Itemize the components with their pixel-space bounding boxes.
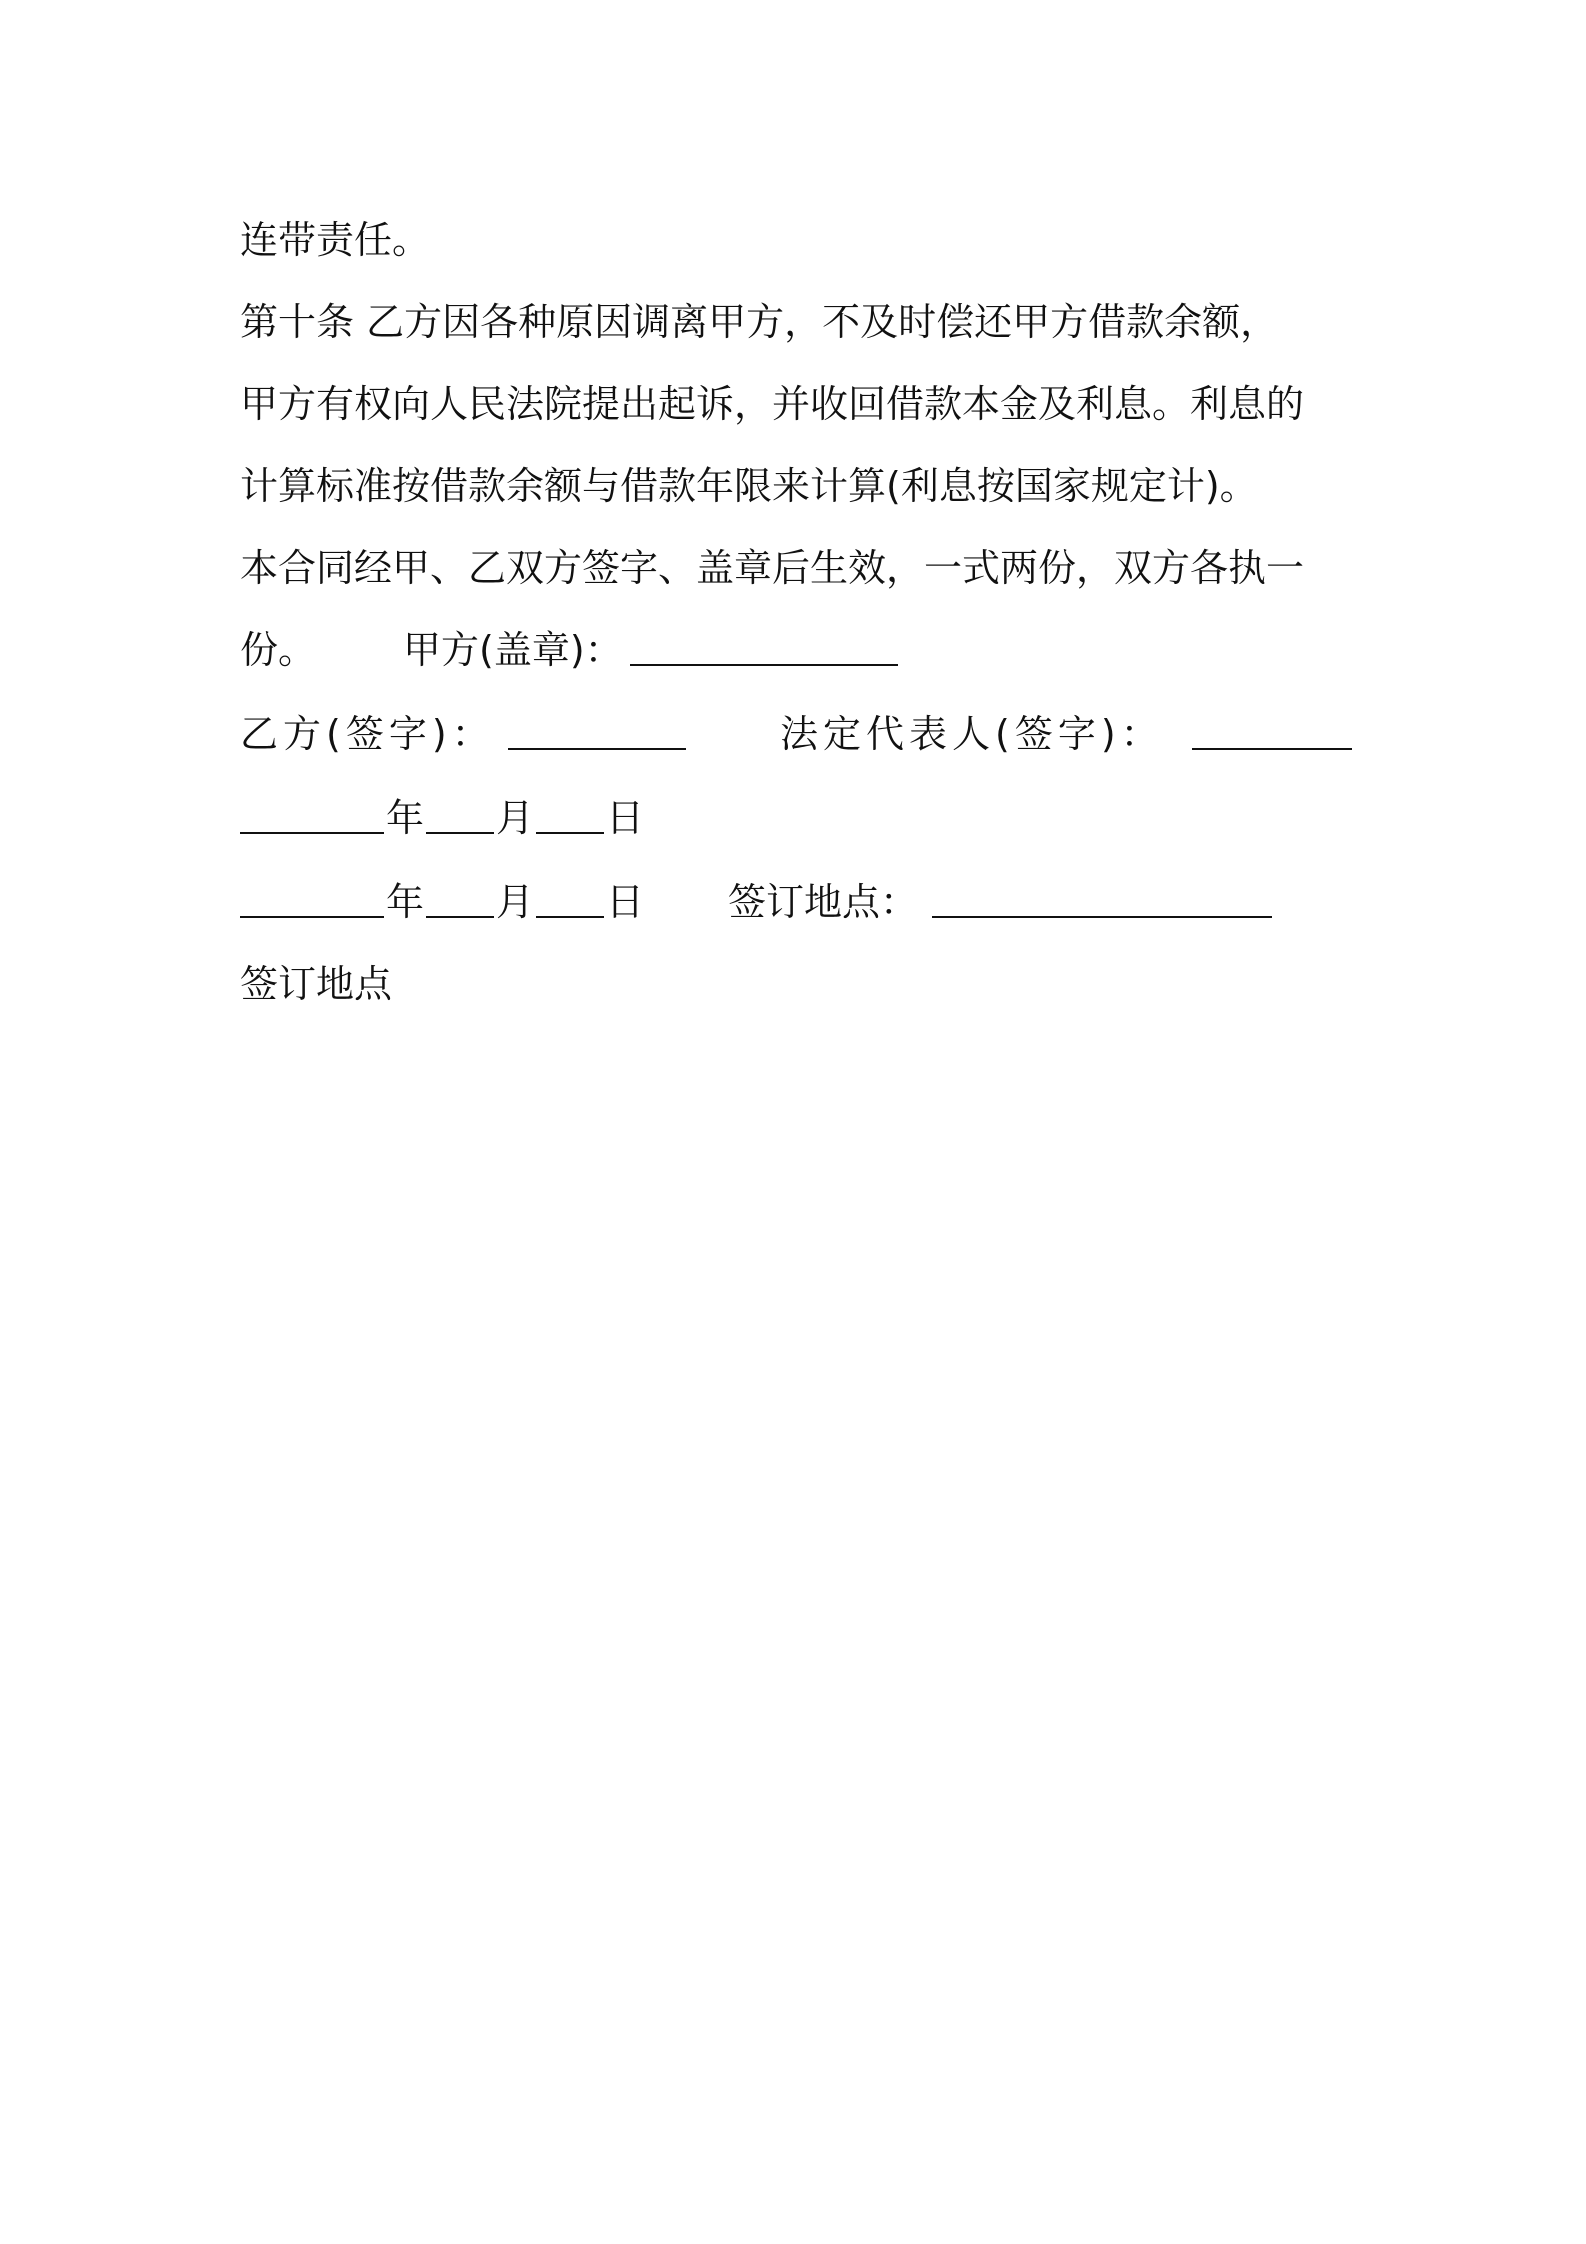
text-line-6-end: 份。 (240, 628, 317, 672)
party-b-sign-blank (508, 708, 686, 750)
text-line-5: 本合同经甲、乙双方签字、盖章后生效，一式两份，双方各执一 (240, 546, 1305, 590)
sign-place-trailing: 签订地点 (240, 962, 393, 1006)
month-label-2: 月 (496, 880, 535, 924)
year-label-2: 年 (386, 880, 425, 924)
text-line-3: 甲方有权向人民法院提出起诉，并收回借款本金及利息。利息的 (240, 382, 1305, 426)
year-blank-1 (240, 792, 384, 834)
day-blank-1 (536, 792, 604, 834)
text-line-1: 连带责任。 (240, 218, 431, 262)
day-label-2: 日 (606, 880, 645, 924)
day-label-1: 日 (606, 796, 645, 840)
month-blank-1 (426, 792, 494, 834)
party-a-seal-blank (630, 624, 898, 666)
legal-rep-sign-label: 法定代表人(签字)： (780, 712, 1164, 756)
year-blank-2 (240, 876, 384, 918)
legal-rep-sign-blank (1192, 708, 1352, 750)
month-blank-2 (426, 876, 494, 918)
sign-place-label: 签订地点： (728, 880, 919, 924)
text-line-4: 计算标准按借款余额与借款年限来计算(利息按国家规定计)。 (240, 464, 1258, 508)
month-label-1: 月 (496, 796, 535, 840)
sign-place-blank (932, 876, 1272, 918)
year-label-1: 年 (386, 796, 425, 840)
text-line-2: 第十条 乙方因各种原因调离甲方，不及时偿还甲方借款余额， (240, 300, 1279, 344)
party-b-sign-label: 乙方(签字)： (240, 712, 495, 756)
party-a-seal-label: 甲方(盖章)： (403, 628, 623, 672)
day-blank-2 (536, 876, 604, 918)
